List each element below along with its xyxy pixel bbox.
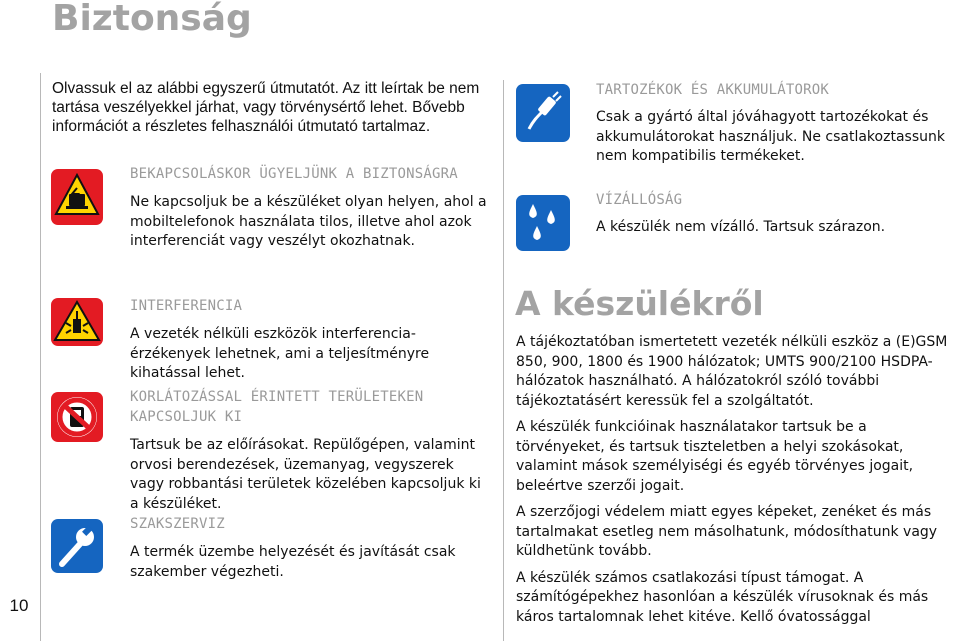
wrench-service-icon	[50, 518, 104, 574]
section-interference	[130, 296, 490, 384]
section-text: A termék üzembe helyezését és javítását csak szakember végezheti.	[130, 544, 456, 580]
section-text: A vezeték nélküli eszközök interferencia-érzékenyek lehetnek, ami a teljesítményre kihatással lehet.	[130, 326, 430, 381]
water-drops-icon	[515, 194, 571, 252]
section-switch-on	[130, 164, 490, 252]
section-text: A készülék nem vízálló. Tartsuk szárazon.	[596, 219, 886, 235]
section-service	[130, 514, 490, 582]
switch-on-safely-icon	[50, 168, 104, 226]
intro-text: Olvassuk el az alábbi egyszerű útmutatót. Az itt leírtak be nem tartása veszélyekkel járhat, vagy törvénysértő lehet. Bővebb információt a részletes felhasználói útmutató tartalmaz.	[52, 80, 480, 135]
about-paragraph: A készülék funkcióinak használatakor tartsuk be a törvényeket, és tartsuk tiszteletben a helyi szokásokat, valamint mások személyiségi és egyéb törvényes jogait, beleértve szerzői jogait.	[516, 419, 914, 494]
section-heading: SZAKSZERVIZ	[130, 516, 225, 532]
section-heading: INTERFERENCIA	[130, 298, 243, 314]
accessory-plug-icon	[515, 83, 571, 143]
about-paragraph: A szerzőjogi védelem miatt egyes képeket, zenéket és más tartalmakat esetleg nem másolhatunk, módosíthatunk vagy küldhetünk tovább.	[516, 504, 938, 559]
about-paragraph: A készülék számos csatlakozási típust támogat. A számítógépekhez hasonlóan a készülék vírusoknak és más káros tartalomnak lehet kitéve. Kellő óvatossággal	[516, 569, 929, 625]
section-restricted	[130, 387, 490, 514]
about-body	[516, 333, 958, 627]
section-text: Ne kapcsoljuk be a készüléket olyan helyen, ahol a mobiltelefonok használata tilos, illetve ahol azok interferenciát vagy veszélyt okozhatnak.	[130, 194, 487, 249]
page-title: Biztonság	[52, 0, 252, 39]
column-divider	[503, 80, 504, 641]
section-accessories	[596, 80, 958, 167]
page-number: 10	[9, 596, 29, 615]
section-text: Tartsuk be az előírásokat. Repülőgépen, valamint orvosi berendezések, üzemanyag, vegyszerek vagy robbantási területek közelében kapcsoljuk ki a készüléket.	[130, 437, 481, 512]
interference-icon	[50, 297, 104, 347]
section-water	[596, 190, 958, 238]
section-text: Csak a gyártó által jóváhagyott tartozékokat és akkumulátorokat használjuk. Ne csatlakoztassunk nem kompatibilis termékeket.	[596, 109, 945, 164]
switch-off-restricted-icon	[50, 391, 104, 443]
about-title: A készülékről	[515, 284, 764, 323]
about-paragraph: A tájékoztatóban ismertetett vezeték nélküli eszköz a (E)GSM 850, 900, 1800 és 1900 hálózatok; UMTS 900/2100 HSDPA-hálózatok használható. A hálózatokról szóló további tájékoztatásért keressük fel a szolgáltatót.	[516, 334, 948, 409]
section-heading: TARTOZÉKOK ÉS AKKUMULÁTOROK	[596, 82, 829, 98]
margin-bar	[0, 73, 41, 641]
section-heading: KORLÁTOZÁSSAL ÉRINTETT TERÜLETEKEN KAPCSOLJUK KI	[130, 389, 424, 425]
section-heading: VÍZÁLLÓSÁG	[596, 192, 683, 208]
section-heading: BEKAPCSOLÁSKOR ÜGYELJÜNK A BIZTONSÁGRA	[130, 166, 458, 182]
